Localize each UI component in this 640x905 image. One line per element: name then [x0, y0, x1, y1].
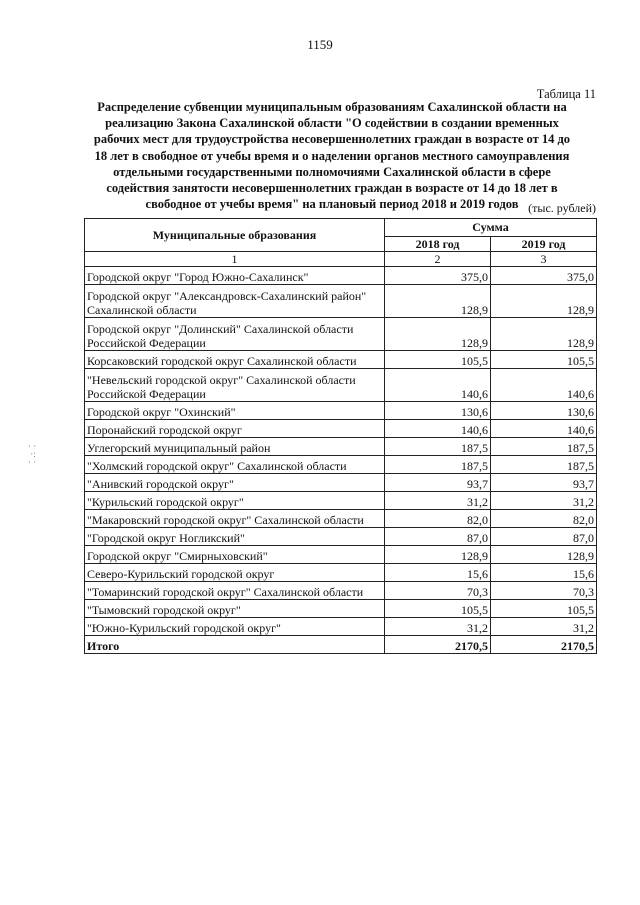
table-row — [85, 402, 597, 420]
table-row — [85, 528, 597, 546]
municipality-name: Поронайский городской округ — [85, 420, 385, 438]
municipality-name: "Макаровский городской округ" Сахалинской области — [85, 510, 385, 528]
header-year-2018: 2018 год — [385, 236, 491, 251]
value-2018: 375,0 — [385, 267, 491, 285]
header-sum: Сумма — [385, 219, 597, 237]
value-2018: 105,5 — [385, 600, 491, 618]
municipality-name: Городской округ "Охинский" — [85, 402, 385, 420]
value-2018: 82,0 — [385, 510, 491, 528]
table-row — [85, 456, 597, 474]
municipality-name: Городской округ "Долинский" Сахалинской области Российской Федерации — [85, 318, 385, 351]
value-2019: 187,5 — [491, 456, 597, 474]
value-2018: 87,0 — [385, 528, 491, 546]
column-number-3: 3 — [491, 252, 597, 267]
subvention-table — [84, 218, 597, 654]
total-row — [85, 636, 597, 654]
value-2019: 128,9 — [491, 546, 597, 564]
value-2019: 128,9 — [491, 285, 597, 318]
value-2018: 31,2 — [385, 618, 491, 636]
municipality-name: "Невельский городской округ" Сахалинской области Российской Федерации — [85, 369, 385, 402]
scan-margin-marks: · · ·: · · — [28, 441, 37, 467]
units-label: (тыс. рублей) — [528, 201, 596, 215]
total-label: Итого — [85, 636, 385, 654]
value-2018: 128,9 — [385, 285, 491, 318]
municipality-name: "Городской округ Ногликский" — [85, 528, 385, 546]
municipality-name: Городской округ "Город Южно-Сахалинск" — [85, 267, 385, 285]
table-row — [85, 510, 597, 528]
value-2019: 130,6 — [491, 402, 597, 420]
value-2018: 105,5 — [385, 351, 491, 369]
table-row — [85, 474, 597, 492]
value-2018: 130,6 — [385, 402, 491, 420]
value-2018: 15,6 — [385, 564, 491, 582]
municipality-name: "Томаринский городской округ" Сахалинской области — [85, 582, 385, 600]
table-row — [85, 564, 597, 582]
value-2019: 140,6 — [491, 420, 597, 438]
value-2019: 105,5 — [491, 351, 597, 369]
total-2018: 2170,5 — [385, 636, 491, 654]
value-2018: 140,6 — [385, 369, 491, 402]
value-2019: 87,0 — [491, 528, 597, 546]
column-number-row — [85, 252, 597, 267]
value-2018: 128,9 — [385, 318, 491, 351]
table-label: Таблица 11 — [536, 87, 596, 101]
table-row — [85, 438, 597, 456]
value-2019: 31,2 — [491, 618, 597, 636]
municipality-name: "Южно-Курильский городской округ" — [85, 618, 385, 636]
document-title: Распределение субвенции муниципальным образованиям Сахалинской области на реализацию Закона Сахалинской области "О содействии в создании временных рабочих мест для трудоустройства несовершеннолетних граждан в возрасте от 14 до 18 лет в свободное от учебы время и о наделении органов местного самоуправления отдельными государственными полномочиями Сахалинской области в сфере содействия занятости несовершеннолетних граждан в возрасте от 14 до 18 лет в свободное от учебы время" на плановый период 2018 и 2019 годов — [93, 100, 571, 212]
value-2019: 93,7 — [491, 474, 597, 492]
value-2019: 31,2 — [491, 492, 597, 510]
municipality-name: "Анивский городской округ" — [85, 474, 385, 492]
value-2019: 70,3 — [491, 582, 597, 600]
header-municipality: Муниципальные образования — [85, 219, 385, 252]
value-2018: 187,5 — [385, 456, 491, 474]
table-row — [85, 546, 597, 564]
table-row — [85, 600, 597, 618]
value-2019: 105,5 — [491, 600, 597, 618]
municipality-name: Северо-Курильский городской округ — [85, 564, 385, 582]
total-2019: 2170,5 — [491, 636, 597, 654]
table-row — [85, 582, 597, 600]
table-row — [85, 420, 597, 438]
value-2018: 187,5 — [385, 438, 491, 456]
table-row — [85, 369, 597, 402]
value-2018: 93,7 — [385, 474, 491, 492]
municipality-name: "Тымовский городской округ" — [85, 600, 385, 618]
municipality-name: Городской округ "Смирныховский" — [85, 546, 385, 564]
value-2019: 140,6 — [491, 369, 597, 402]
municipality-name: "Холмский городской округ" Сахалинской области — [85, 456, 385, 474]
column-number-1: 1 — [85, 252, 385, 267]
value-2018: 70,3 — [385, 582, 491, 600]
value-2019: 375,0 — [491, 267, 597, 285]
municipality-name: Углегорский муниципальный район — [85, 438, 385, 456]
value-2018: 140,6 — [385, 420, 491, 438]
table-row — [85, 318, 597, 351]
value-2019: 128,9 — [491, 318, 597, 351]
value-2019: 187,5 — [491, 438, 597, 456]
header-year-2019: 2019 год — [491, 236, 597, 251]
table-row — [85, 492, 597, 510]
table-row — [85, 285, 597, 318]
value-2018: 128,9 — [385, 546, 491, 564]
value-2019: 82,0 — [491, 510, 597, 528]
value-2019: 15,6 — [491, 564, 597, 582]
municipality-name: Городской округ "Александровск-Сахалинский район" Сахалинской области — [85, 285, 385, 318]
table-row — [85, 351, 597, 369]
page-number: 1159 — [307, 37, 333, 52]
table-row — [85, 618, 597, 636]
value-2018: 31,2 — [385, 492, 491, 510]
municipality-name: Корсаковский городской округ Сахалинской области — [85, 351, 385, 369]
municipality-name: "Курильский городской округ" — [85, 492, 385, 510]
column-number-2: 2 — [385, 252, 491, 267]
table-row — [85, 267, 597, 285]
